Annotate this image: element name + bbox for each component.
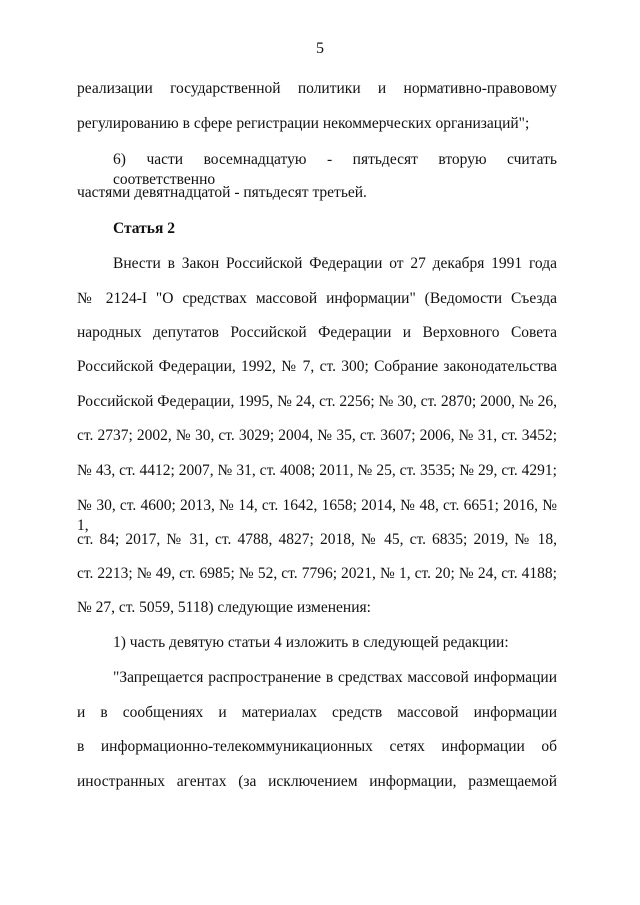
text-line: народных депутатов Российской Федерации и Верховного Совета bbox=[77, 324, 557, 341]
text-line: 6) части восемнадцатую - пятьдесят вторую считать соответственно bbox=[113, 151, 557, 188]
text-line: Внести в Закон Российской Федерации от 27 декабря 1991 года bbox=[113, 255, 557, 272]
text-line: 1) часть девятую статьи 4 изложить в следующей редакции: bbox=[113, 634, 509, 651]
text-line: № 27, ст. 5059, 5118) следующие изменения: bbox=[77, 599, 371, 616]
text-line: № 2124-I "О средствах массовой информации" (Ведомости Съезда bbox=[77, 290, 557, 307]
text-line: ст. 2737; 2002, № 30, ст. 3029; 2004, № 35, ст. 3607; 2006, № 31, ст. 3452; bbox=[77, 427, 557, 444]
text-line: Российской Федерации, 1995, № 24, ст. 2256; № 30, ст. 2870; 2000, № 26, bbox=[77, 393, 557, 410]
text-line: № 30, ст. 4600; 2013, № 14, ст. 1642, 1658; 2014, № 48, ст. 6651; 2016, № 1, bbox=[77, 497, 557, 534]
text-line: ст. 2213; № 49, ст. 6985; № 52, ст. 7796; 2021, № 1, ст. 20; № 24, ст. 4188; bbox=[77, 565, 557, 582]
text-line: регулированию в сфере регистрации некоммерческих организаций"; bbox=[77, 115, 530, 132]
text-line: и в сообщениях и материалах средств массовой информации bbox=[77, 704, 557, 721]
page-number: 5 bbox=[316, 40, 324, 57]
text-line: Российской Федерации, 1992, № 7, ст. 300; Собрание законодательства bbox=[77, 358, 557, 375]
text-line: в информационно-телекоммуникационных сетях информации об bbox=[77, 738, 557, 755]
text-line: № 43, ст. 4412; 2007, № 31, ст. 4008; 2011, № 25, ст. 3535; № 29, ст. 4291; bbox=[77, 462, 557, 479]
text-line: реализации государственной политики и нормативно-правовому bbox=[77, 80, 557, 97]
text-line: "Запрещается распространение в средствах массовой информации bbox=[113, 669, 557, 686]
article-heading: Статья 2 bbox=[113, 220, 175, 237]
text-line: иностранных агентах (за исключением информации, размещаемой bbox=[77, 773, 557, 790]
text-line: частями девятнадцатой - пятьдесят третьей. bbox=[77, 184, 367, 201]
text-line: ст. 84; 2017, № 31, ст. 4788, 4827; 2018, № 45, ст. 6835; 2019, № 18, bbox=[77, 531, 557, 548]
